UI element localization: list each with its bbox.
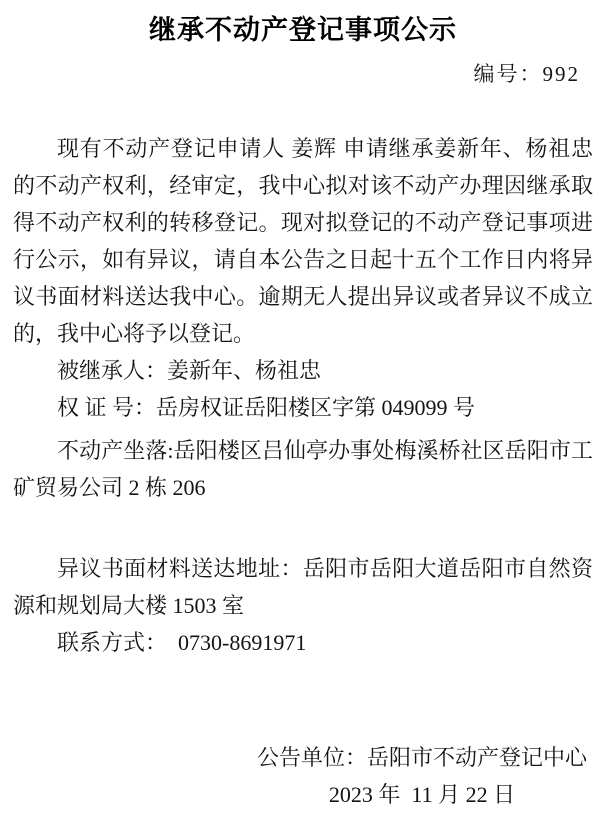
- notice-number: 编号：992: [473, 62, 580, 86]
- objection-delivery-address: 异议书面材料送达地址：岳阳市岳阳大道岳阳市自然资源和规划局大楼 1503 室: [13, 556, 593, 618]
- footer: [257, 739, 587, 813]
- field-property-location: 不动产坐落:岳阳楼区吕仙亭办事处梅溪桥社区岳阳市工矿贸易公司 2 栋 206: [13, 438, 593, 500]
- issue-date: 2023 年 11 月 22 日: [328, 782, 516, 807]
- field-certificate-number: 权 证 号：岳房权证岳阳楼区字第 049099 号: [57, 395, 476, 420]
- contact-phone: 联系方式： 0730-8691971: [57, 630, 307, 655]
- notice-body-paragraph: 现有不动产登记申请人 姜辉 申请继承姜新年、杨祖忠 的不动产权利，经审定，我中心拟对该不动产办理因继承取得不动产权利的转移登记。现对拟登记的不动产登记事项进行公示，如有异议，请自本公告之日起十五个工作日内将异议书面材料送达我中心。逾期无人提出异议或者异议不成立的，我中心将予以登记。: [13, 136, 593, 346]
- field-decedents: 被继承人：姜新年、杨祖忠: [57, 358, 322, 383]
- page-title: 继承不动产登记事项公示: [149, 15, 457, 45]
- issuer-name: 公告单位：岳阳市不动产登记中心: [256, 745, 587, 770]
